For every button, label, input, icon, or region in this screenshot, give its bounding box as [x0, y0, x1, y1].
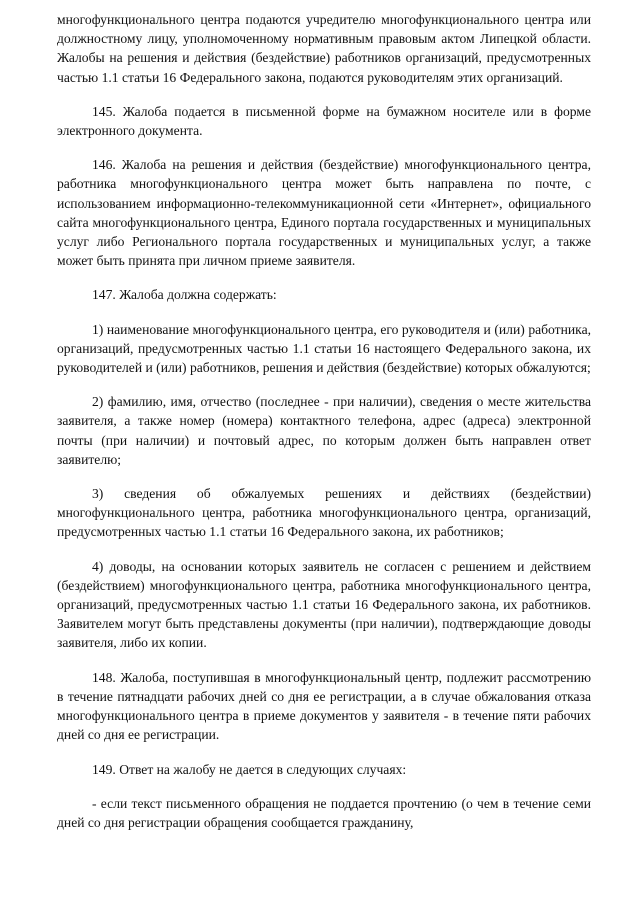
paragraph-149-item-1: - если текст письменного обращения не поддается прочтению (о чем в течение семи дней со дня регистрации обращения сообщается гражданину,: [57, 795, 591, 830]
paragraph-continuation: многофункционального центра подаются учредителю многофункционального центра или должностному лицу, уполномоченному нормативным правовым актом Липецкой области. Жалобы на решения и действия (бездействие) работников организаций, предусмотренных частью 1.1 статьи 16 Федерального закона, подаются руководителям этих организаций.: [57, 12, 591, 85]
paragraph-145: 145. Жалоба подается в письменной форме на бумажном носителе или в форме электронного документа.: [57, 103, 591, 139]
paragraph-148: 148. Жалоба, поступившая в многофункциональный центр, подлежит рассмотрению в течение пятнадцати рабочих дней со дня ее регистрации, а в случае обжалования отказа многофункционального центра в приеме документов у заявителя - в течение пяти рабочих дней со дня ее регистрации.: [57, 669, 591, 743]
paragraph-147-item-1: 1) наименование многофункционального центра, его руководителя и (или) работника, организаций, предусмотренных частью 1.1 статьи 16 настоящего Федерального закона, их руководителей и (или) работников, решения и действия (бездействие) которых обжалуются;: [57, 321, 591, 376]
paragraph-147-item-2: 2) фамилию, имя, отчество (последнее - при наличии), сведения о месте жительства заявителя, а также номер (номера) контактного телефона, адрес (адреса) электронной почты (при наличии) и почтовый адрес, по которым должен быть направлен ответ заявителю;: [57, 394, 591, 467]
paragraph-147-item-4: 4) доводы, на основании которых заявитель не согласен с решением и действием (бездействием) многофункционального центра, работника многофункционального центра, организаций, предусмотренных частью 1.1 статьи 16 Федерального закона, их работников. Заявителем могут быть представлены документы (при наличии), подтверждающие доводы заявителя, либо их копии.: [57, 558, 591, 651]
paragraph-147-item-3: 3) сведения об обжалуемых решениях и действиях (бездействии) многофункционального центра, работника многофункционального центра, организаций, предусмотренных частью 1.1 статьи 16 Федерального закона, их работников;: [57, 486, 591, 540]
paragraph-146: 146. Жалоба на решения и действия (бездействие) многофункционального центра, работника многофункционального центра может быть направлена по почте, с использованием информационно-телекоммуникационной сети «Интернет», официального сайта многофункционального центра, Единого портала государственных и муниципальных услуг либо Регионального портала государственных и муниципальных услуг, а также может быть принята при личном приеме заявителя.: [57, 157, 591, 269]
paragraph-149: 149. Ответ на жалобу не дается в следующих случаях:: [92, 761, 407, 777]
paragraph-147: 147. Жалоба должна содержать:: [92, 287, 277, 303]
